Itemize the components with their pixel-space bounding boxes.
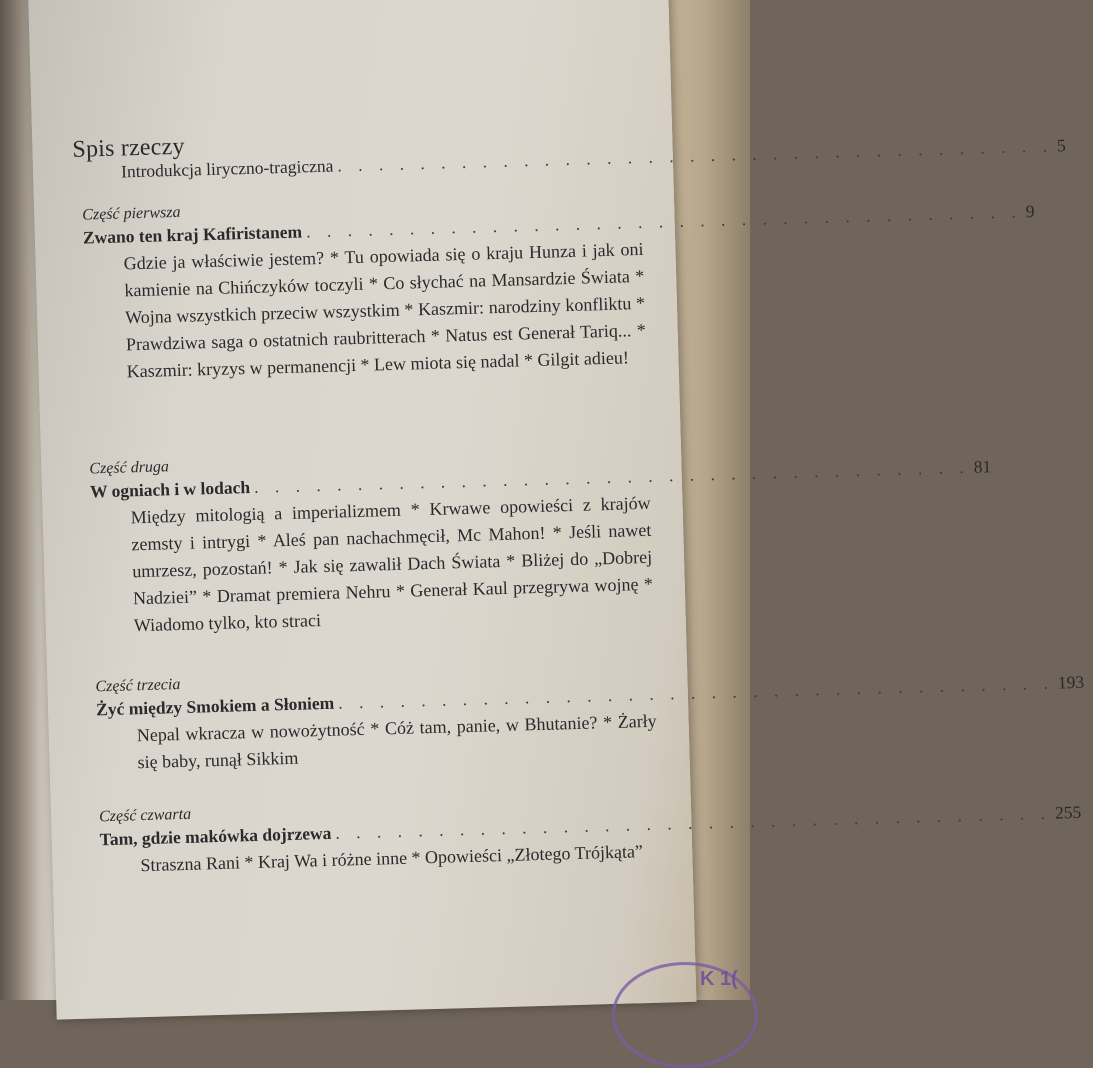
- part-label: Część pierwsza: [82, 203, 181, 224]
- entry-description: Gdzie ja właściwie jestem? * Tu opowiada się o kraju Hunza i jak oni kamienie na Chińczyków toczyli * Co słychać na Mansardzie Świata * Wojna wszystkich przeciw wszystkim * Kaszmir: narodziny konfliktu * Prawdziwa saga o ostatnich raubritterach * Natus est Generał Tariq... * Kaszmir: kryzys w permanencji * Lew miota się nadal * Gilgit adieu!: [123, 238, 647, 382]
- entry-title: Introdukcja liryczno-tragiczna: [120, 155, 334, 182]
- toc-entry-part-3: [95, 663, 1085, 778]
- entry-title: Tam, gdzie makówka dojrzewa: [99, 822, 332, 850]
- library-stamp-text: K 1(: [700, 968, 738, 990]
- page-heading: Spis rzeczy: [72, 133, 185, 163]
- page-number: 81: [973, 456, 992, 477]
- entry-title: Żyć między Smokiem a Słoniem: [95, 692, 335, 720]
- page-number: 5: [1056, 135, 1066, 156]
- part-label: Część trzecia: [95, 676, 181, 696]
- entry-description: Straszna Rani * Kraj Wa i różne inne * Opowieści „Złotego Trójkąta”: [140, 841, 644, 876]
- entry-description: Nepal wkracza w nowożytność * Cóż tam, panie, w Bhutanie? * Żarły się baby, runął Sikkim: [136, 710, 657, 773]
- entry-title: W ogniach i w lodach: [89, 476, 251, 502]
- leader-dots: . . . . . . . . . . . . . . . . . . . . . . . . . . . . . . . . . . .: [337, 135, 1054, 176]
- leader-dots: . . . . . . . . . . . . . . . . . . . . . . . . . . . . . . . . . . .: [335, 802, 1052, 843]
- page-number: 9: [1025, 200, 1035, 222]
- toc-entry-part-1: [82, 191, 1035, 387]
- entry-description: Między mitologią a imperializmem * Krwawe opowieści z krajów zemsty i intrygi * Aleś pan nachachmęcił, Mc Mahon! * Jeśli nawet umrzesz, pozostań! * Jak się zawalił Dach Świata * Bliżej do „Dobrej Nadziei” * Dramat premiera Nehru * Generał Kaul przegrywa wojnę * Wiadomo tylko, kto straci: [130, 492, 654, 636]
- part-label: Część czwarta: [98, 805, 192, 826]
- toc-entry-part-4: [98, 793, 1082, 881]
- page-number: 255: [1054, 801, 1082, 823]
- part-label: Część druga: [89, 458, 170, 478]
- leader-dots: . . . . . . . . . . . . . . . . . . . . . . . . . . . . . . . . . . .: [305, 201, 1022, 242]
- toc-entry-part-2: [89, 445, 992, 641]
- leader-dots: . . . . . . . . . . . . . . . . . . . . . . . . . . . . . . . . . . .: [337, 672, 1055, 713]
- entry-title: Zwano ten kraj Kafiristanem: [82, 221, 303, 248]
- leader-dots: . . . . . . . . . . . . . . . . . . . . . . . . . . . . . . . . . . .: [253, 456, 970, 497]
- page-number: 193: [1057, 671, 1085, 693]
